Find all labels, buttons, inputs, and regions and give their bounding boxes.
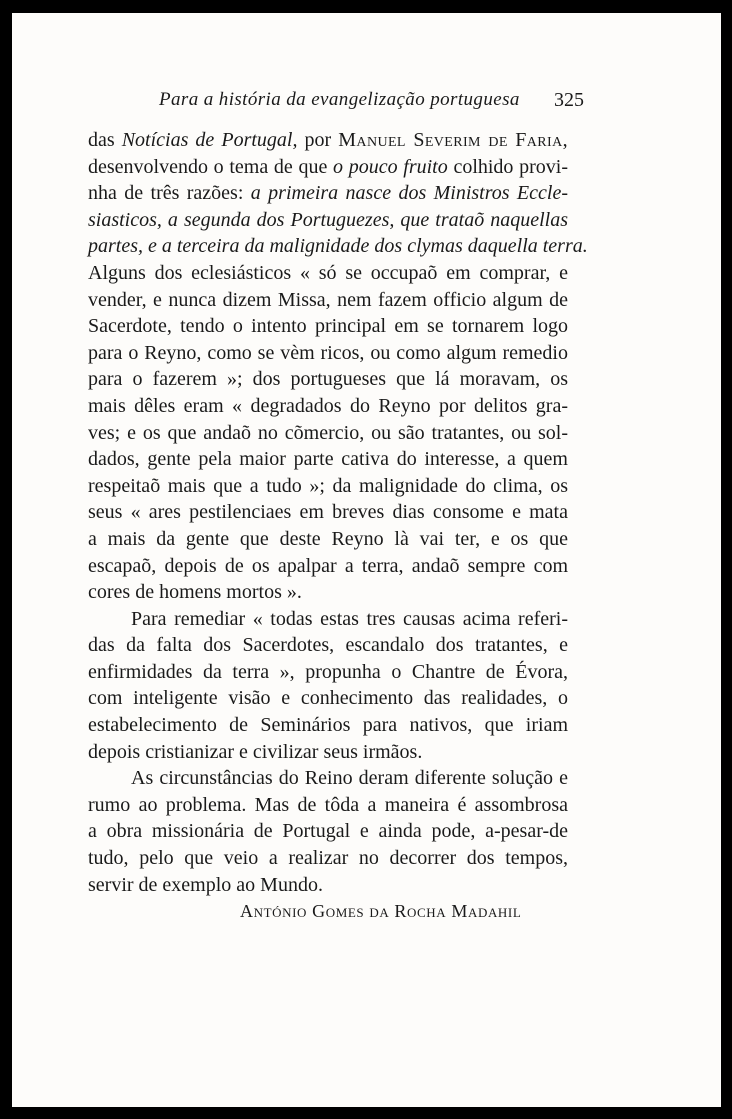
text-line: dados, gente pela maior parte cativa do interesse, a quem [88,448,568,471]
text-line: rumo ao problema. Mas de tôda a maneira é assombrosa [88,793,568,816]
text-line: partes, e a terceira da malignidade dos clymas daquella terra. [88,235,588,258]
running-head [159,89,584,119]
text-line: mais dêles eram « degradados do Reyno por delitos gra- [88,394,568,417]
page-number: 325 [554,89,584,111]
text-line: Para remediar « todas estas tres causas acima referi- [131,607,568,630]
text-line: desenvolvendo o tema de que o pouco fruito colhido provi- [88,155,568,178]
text-line: das da falta dos Sacerdotes, escandalo dos tratantes, e [88,634,568,657]
text-line: a obra missionária de Portugal e ainda pode, a-pesar-de [88,820,568,843]
text-line: estabelecimento de Seminários para nativos, que iriam [88,714,568,737]
text-line: servir de exemplo ao Mundo. [88,873,323,896]
text-line: depois cristianizar e civilizar seus irmãos. [88,740,423,763]
body-text [88,127,588,898]
text-line: seus « ares pestilenciaes em breves dias consome e mata [88,501,568,524]
text-line: cores de homens mortos ». [88,581,302,604]
text-line: com inteligente visão e conhecimento das realidades, o [88,687,568,710]
book-page [12,13,721,1107]
text-line: siasticos, a segunda dos Portuguezes, que trataõ naquellas [88,208,568,231]
text-line: As circunstâncias do Reino deram diferente solução e [131,767,568,790]
running-head-title: Para a história da evangelização portuguesa [159,89,520,110]
text-line: vender, e nunca dizem Missa, nem fazem officio algum de [88,288,568,311]
text-line: tudo, pelo que veio a realizar no decorrer dos tempos, [88,847,568,870]
author-signature: António Gomes da Rocha Madahil [240,901,522,921]
text-line: respeitaõ mais que a tudo »; da malignidade do clima, os [88,474,568,497]
text-line: para o Reyno, como se vèm ricos, ou como algum remedio [88,341,568,364]
text-line: escapaõ, depois de os apalpar a terra, andaõ sempre com [88,554,568,577]
text-line: Sacerdote, tendo o intento principal em se tornarem logo [88,315,568,338]
text-line: das Notícias de Portugal, por Manuel Severim de Faria, [88,129,568,151]
text-line: Alguns dos eclesiásticos « só se occupaõ em comprar, e [88,261,568,284]
text-line: enfirmidades da terra », propunha o Chantre de Évora, [88,660,568,683]
text-line: nha de três razões: a primeira nasce dos Ministros Eccle- [88,182,568,205]
text-line: ves; e os que andaõ no cõmercio, ou são tratantes, ou sol- [88,421,568,444]
text-line: a mais da gente que deste Reyno là vai ter, e os que [88,527,568,550]
text-line: para o fazerem »; dos portugueses que lá moravam, os [88,368,568,391]
